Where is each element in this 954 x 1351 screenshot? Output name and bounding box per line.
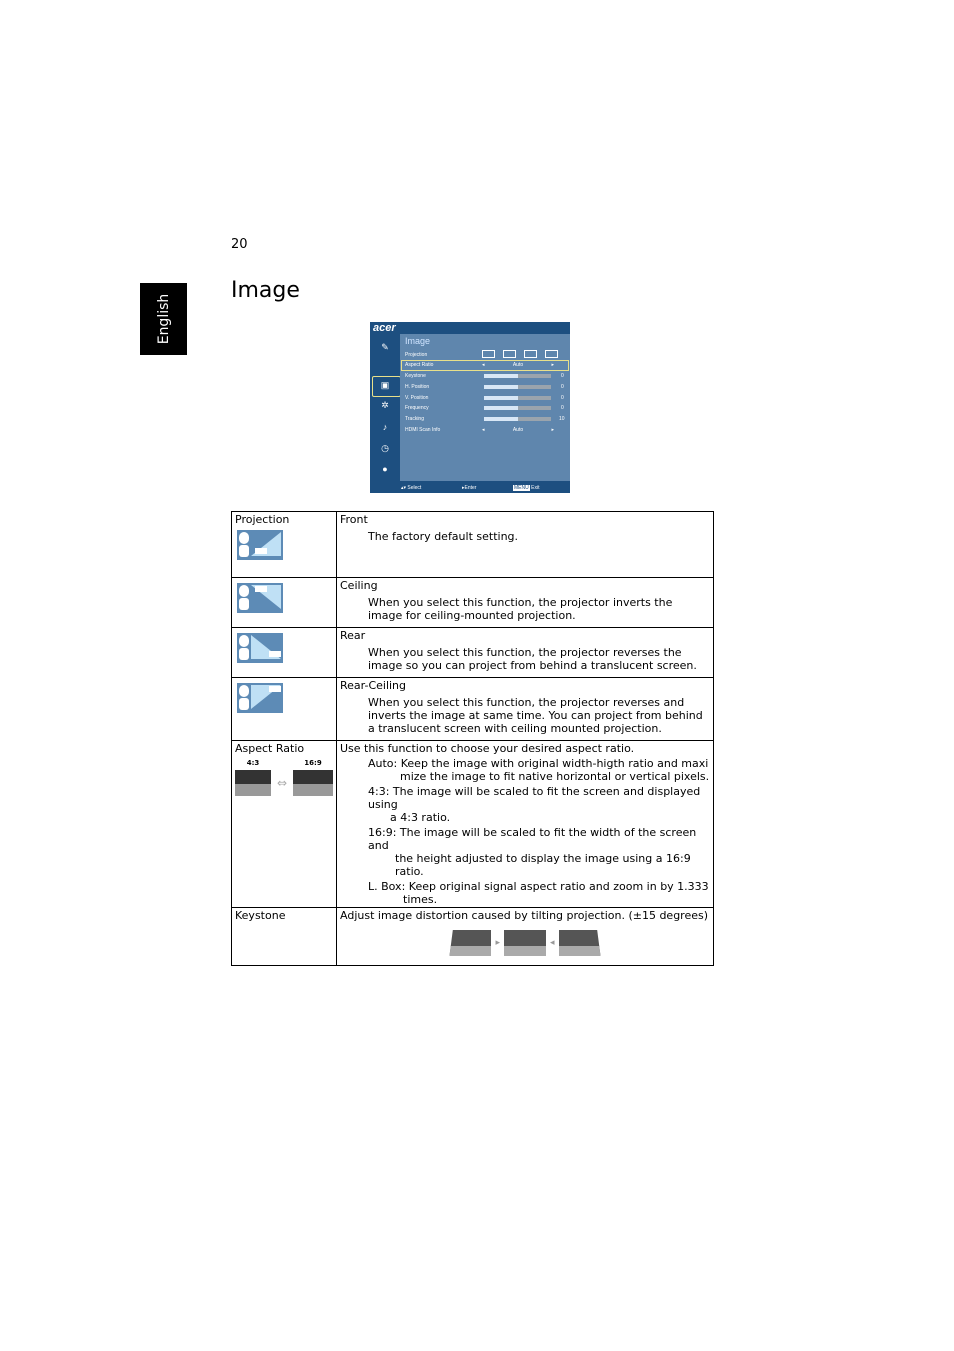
option-description: When you select this function, the projector reverses the image so you can project from behind a translucent screen. — [368, 646, 697, 672]
option-description: The factory default setting. — [368, 530, 519, 543]
rear-ceiling-projection-icon — [235, 681, 285, 715]
osd-value: 0 — [561, 395, 564, 401]
osd-menu-screenshot — [370, 322, 570, 493]
table-row — [232, 628, 714, 678]
projection-mode-icons — [482, 350, 558, 358]
image-icon: ▣ — [380, 380, 390, 390]
osd-row-label: Tracking — [405, 416, 424, 422]
osd-row-label: Frequency — [405, 405, 429, 411]
setting-name: Projection — [235, 513, 290, 526]
osd-footer-select: ▴▾ Select — [401, 485, 422, 491]
setting-name: Keystone — [235, 909, 286, 922]
table-cell — [337, 512, 714, 578]
aspect-43-line1: 4:3: The image will be scaled to fit the screen and displayed using — [368, 785, 701, 811]
osd-value: 0 — [561, 384, 564, 390]
language-icon: ● — [382, 464, 388, 474]
table-cell — [337, 741, 714, 908]
osd-row-label: Keystone — [405, 373, 426, 379]
osd-row-label: H. Position — [405, 384, 430, 390]
aspect-auto-line2: mize the image to fit native horizontal or vertical pixels. — [400, 770, 710, 783]
table-cell — [232, 512, 337, 578]
table-row — [232, 908, 714, 966]
option-description: When you select this function, the projector inverts the image for ceiling-mounted projection. — [368, 596, 673, 622]
table-cell — [337, 628, 714, 678]
osd-value: Auto — [512, 362, 524, 368]
audio-icon: ♪ — [382, 422, 388, 432]
timer-icon: ◷ — [381, 443, 389, 453]
osd-value: 10 — [559, 416, 565, 422]
osd-slider — [484, 374, 551, 378]
osd-slider — [484, 406, 551, 410]
table-cell — [337, 578, 714, 628]
language-side-tab — [140, 283, 187, 355]
osd-value: 0 — [561, 373, 564, 379]
arrow-right-icon: ▸ — [495, 937, 500, 948]
keystone-description: Adjust image distortion caused by tilting projection. (±15 degrees) — [340, 909, 709, 922]
aspect-auto-line1: Auto: Keep the image with original width-higth ratio and maxi — [368, 757, 709, 770]
option-description: When you select this function, the projector reverses and inverts the image at same time. You can project from behind a translucent screen with ceiling mounted projection. — [368, 696, 703, 735]
table-cell — [232, 741, 337, 908]
acer-logo: acer — [373, 322, 396, 334]
thumbnail-16-9 — [293, 770, 333, 796]
section-title: Image — [231, 278, 300, 303]
osd-title: Image — [405, 336, 431, 346]
keystone-thumbnail — [559, 930, 601, 956]
ceiling-projection-icon — [235, 581, 285, 615]
rear-projection-icon — [235, 631, 285, 665]
osd-option: ◂ Auto ▸ — [482, 362, 554, 368]
osd-row-label: HDMI Scan Info — [405, 427, 441, 433]
osd-value: 0 — [561, 405, 564, 411]
table-row — [232, 578, 714, 628]
thumb-label-16-9: 16:9 — [304, 759, 322, 767]
table-row — [232, 678, 714, 741]
table-cell — [232, 678, 337, 741]
aspect-ratio-thumbnails — [235, 757, 333, 796]
osd-footer-enter: ▸Enter — [462, 485, 477, 491]
setting-name: Aspect Ratio — [235, 742, 305, 755]
aspect-lbox-line2: times. — [403, 893, 438, 906]
table-cell — [337, 678, 714, 741]
aspect-169-line2: the height adjusted to display the image using a 16:9 ratio. — [395, 852, 691, 878]
side-tab-label: English — [155, 293, 172, 345]
osd-value: Auto — [512, 427, 524, 433]
option-name: Front — [340, 513, 368, 526]
osd-slider — [484, 417, 551, 421]
aspect-169-line1: 16:9: The image will be scaled to fit the width of the screen and — [368, 826, 697, 852]
keystone-illustration — [340, 930, 710, 956]
table-row — [232, 741, 714, 908]
table-cell — [232, 578, 337, 628]
thumbnail-4-3 — [235, 770, 271, 796]
osd-option: ◂ Auto ▸ — [482, 427, 554, 433]
osd-slider — [484, 396, 551, 400]
image-settings-table — [231, 511, 714, 966]
option-name: Rear-Ceiling — [340, 679, 407, 692]
table-cell — [232, 628, 337, 678]
table-cell — [337, 908, 714, 966]
keystone-thumbnail — [504, 930, 546, 956]
option-name: Ceiling — [340, 579, 378, 592]
double-arrow-icon: ⇔ — [276, 776, 288, 790]
arrow-left-icon: ◂ — [550, 937, 555, 948]
osd-slider — [484, 385, 551, 389]
thumb-label-4-3: 4:3 — [246, 759, 260, 767]
option-name: Rear — [340, 629, 366, 642]
setting-icon: ✲ — [381, 400, 389, 410]
osd-footer-exit: MENU Exit — [514, 485, 540, 491]
color-icon: ✎ — [381, 342, 389, 352]
table-row — [232, 512, 714, 578]
osd-row-label: V. Position — [405, 395, 429, 401]
osd-panel — [400, 334, 570, 481]
aspect-43-line2: a 4:3 ratio. — [390, 811, 451, 824]
aspect-intro: Use this function to choose your desired aspect ratio. — [340, 742, 635, 755]
keystone-thumbnail — [449, 930, 491, 956]
table-cell — [232, 908, 337, 966]
page-number: 20 — [231, 237, 248, 252]
front-projection-icon — [235, 528, 285, 562]
osd-row-label: Projection — [405, 352, 428, 358]
osd-row-label: Aspect Ratio — [405, 362, 434, 368]
aspect-lbox-line1: L. Box: Keep original signal aspect ratio and zoom in by 1.333 — [368, 880, 709, 893]
